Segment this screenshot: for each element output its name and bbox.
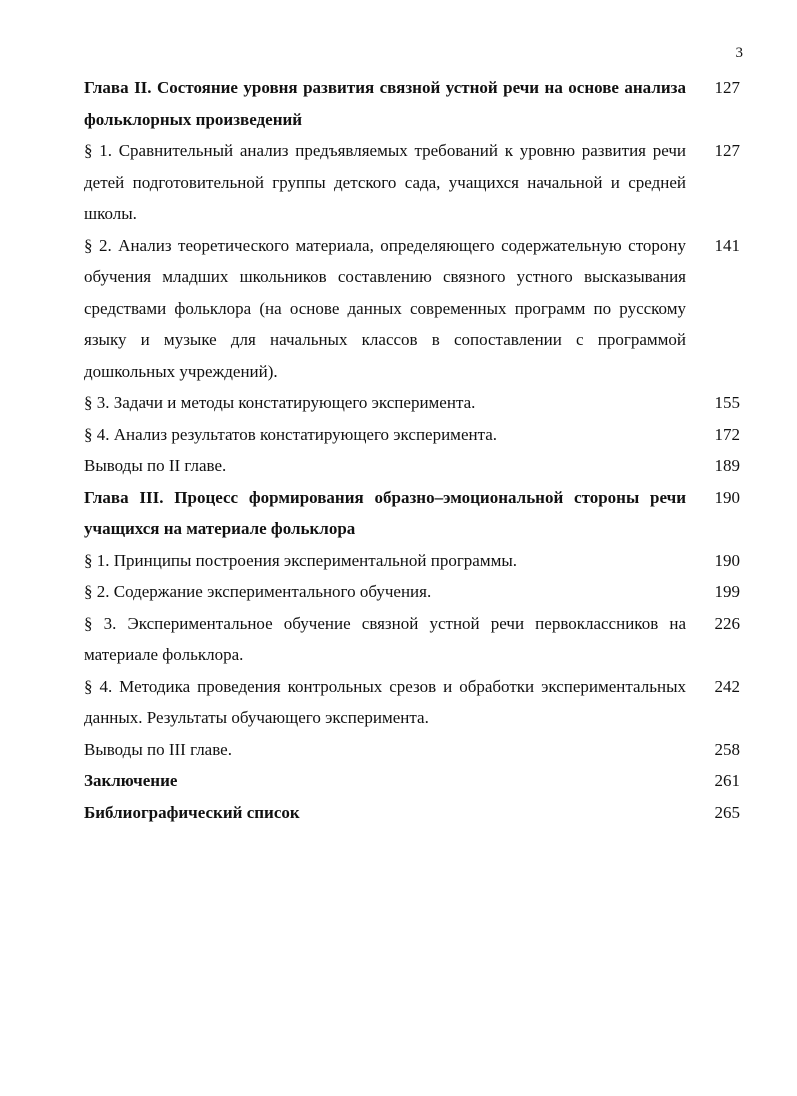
toc-entry-title: Глава II. Состояние уровня развития связной устной речи на основе анализа фольклорных произведений: [84, 78, 686, 129]
table-of-contents: [84, 72, 740, 828]
toc-entry-section: [84, 387, 740, 419]
toc-entry-title: § 4. Методика проведения контрольных срезов и обработки экспериментальных данных. Результаты обучающего эксперимента.: [84, 676, 686, 727]
toc-entry-section: [84, 608, 740, 671]
toc-entry-page: 141: [714, 235, 740, 255]
toc-entry-title: § 2. Анализ теоретического материала, определяющего содержательную сторону обучения младших школьников составлению связного устного высказывания средствами фольклора (на основе данных современных программ по русскому языку и музыке для начальных классов в сопоставлении с программой дошкольных учреждений).: [84, 235, 686, 381]
toc-entry-page: 189: [714, 456, 740, 475]
toc-entry-title: § 4. Анализ результатов констатирующего эксперимента.: [84, 424, 498, 444]
toc-entry-conclusions: [84, 734, 740, 766]
toc-entry-page: 190: [714, 487, 740, 507]
toc-entry-page: 265: [714, 802, 740, 822]
toc-entry-page: 127: [714, 141, 740, 160]
page-number: 3: [735, 45, 743, 61]
toc-entry-title: Заключение: [84, 771, 178, 790]
toc-entry-title: § 2. Содержание экспериментального обучения.: [84, 582, 432, 601]
toc-entry-page: 127: [714, 78, 740, 97]
toc-entry-title: § 1. Сравнительный анализ предъявляемых требований к уровню развития речи детей подготовительной группы детского сада, учащихся начальной и средней школы.: [84, 141, 686, 223]
toc-entry-section: [84, 419, 740, 451]
toc-entry-title: § 1. Принципы построения экспериментальной программы.: [84, 550, 518, 570]
toc-entry-title: § 3. Экспериментальное обучение связной устной речи первоклассников на материале фольклора.: [84, 613, 686, 664]
toc-entry-title: Выводы по II главе.: [84, 456, 227, 475]
toc-entry-page: 226: [714, 613, 740, 633]
toc-entry-title: Выводы по III главе.: [84, 739, 232, 759]
toc-entry-page: 258: [714, 739, 740, 759]
toc-entry-section: [84, 545, 740, 577]
toc-entry-page: 155: [714, 393, 740, 412]
toc-entry-bibliography: [84, 797, 740, 829]
toc-entry-page: 261: [714, 771, 740, 790]
toc-entry-section: [84, 576, 740, 608]
toc-entry-section: [84, 230, 740, 388]
toc-entry-section: [84, 671, 740, 734]
toc-entry-section: [84, 135, 740, 230]
toc-entry-title: Библиографический список: [84, 802, 300, 822]
toc-entry-page: 199: [714, 582, 740, 601]
toc-entry-title: Глава III. Процесс формирования образно–эмоциональной стороны речи учащихся на материале фольклора: [84, 487, 686, 538]
toc-entry-page: 190: [714, 550, 740, 570]
toc-entry-page: 242: [714, 676, 740, 696]
toc-entry-conclusion: [84, 765, 740, 797]
toc-entry-page: 172: [714, 424, 740, 444]
toc-entry-chapter-2: [84, 72, 740, 135]
toc-entry-conclusions: [84, 450, 740, 482]
toc-entry-title: § 3. Задачи и методы констатирующего эксперимента.: [84, 393, 476, 412]
toc-entry-chapter-3: [84, 482, 740, 545]
